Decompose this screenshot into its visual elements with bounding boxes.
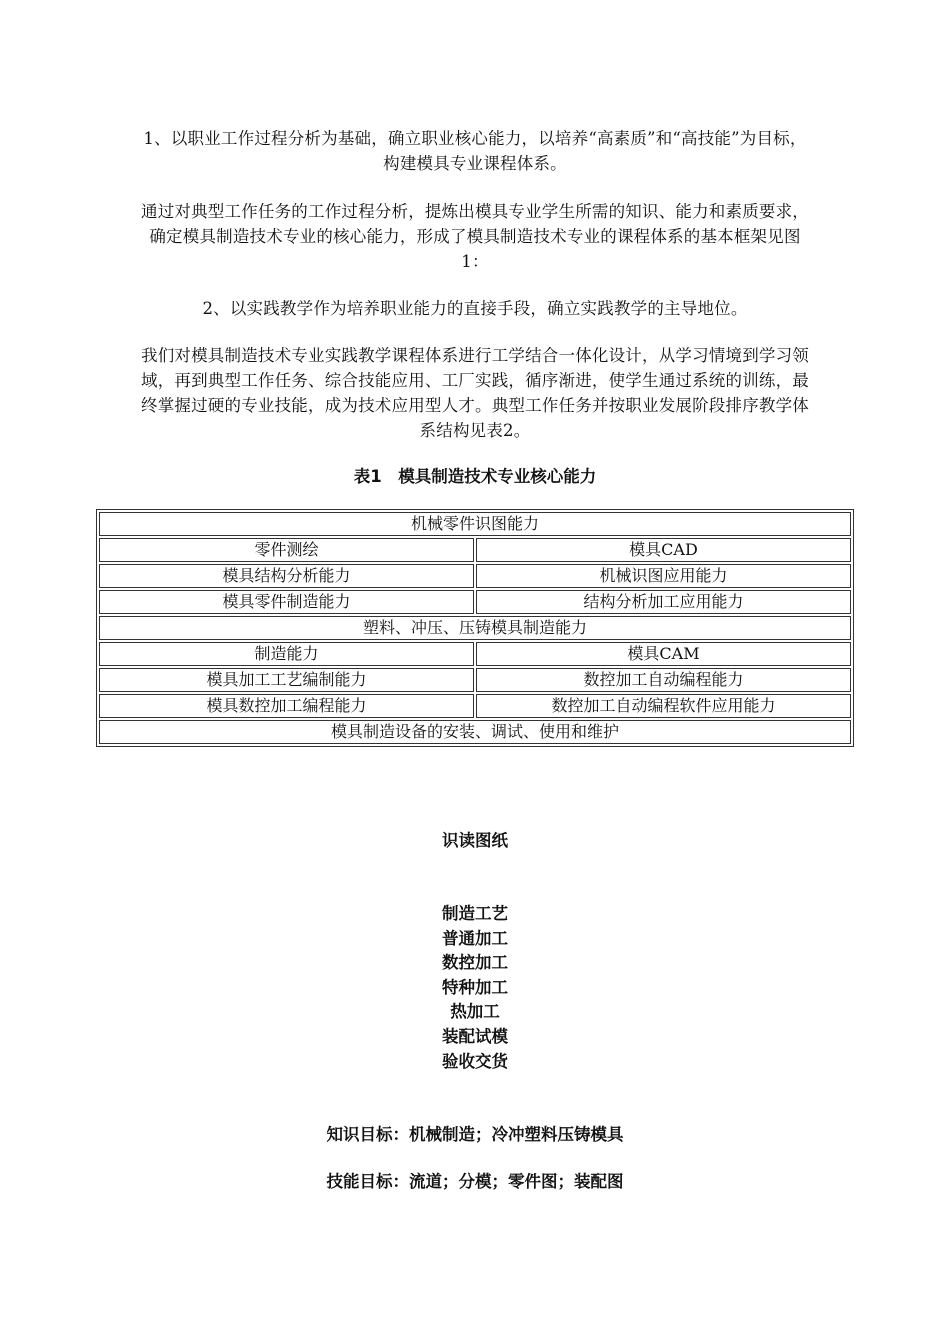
table-cell: 模具零件制造能力 [99,590,474,614]
paragraph-2: 通过对典型工作任务的工作过程分析，提炼出模具专业学生所需的知识、能力和素质要求，确定模具制造技术专业的核心能力，形成了模具制造技术专业的课程体系的基本框架见图1： [141,202,809,271]
table-row [99,694,851,718]
skill-target: 技能目标：流道；分模；零件图；装配图 [326,1172,624,1191]
diagram-step: 数控加工 [442,953,508,973]
table-cell: 模具CAM [476,642,851,666]
table-cell: 模具CAD [476,538,851,562]
paragraph-4: 我们对模具制造技术专业实践教学课程体系进行工学结合一体化设计，从学习情境到学习领域，再到典型工作任务、综合技能应用、工厂实践，循序渐进，使学生通过系统的训练，最终掌握过硬的专业技能，成为技术应用型人才。典型工作任务并按职业发展阶段排序教学体系结构见表2。 [141,346,809,440]
table-row [99,590,851,614]
table-cell: 结构分析加工应用能力 [476,590,851,614]
diagram-step: 验收交货 [442,1051,508,1071]
diagram-step: 热加工 [450,1002,500,1022]
table-cell: 模具结构分析能力 [99,564,474,588]
knowledge-target: 知识目标：机械制造；冷冲塑料压铸模具 [326,1125,624,1144]
table-row [99,512,851,536]
diagram-step: 普通加工 [442,928,508,948]
paragraph-3: 2、以实践教学作为培养职业能力的直接手段，确立实践教学的主导地位。 [202,299,748,318]
table-cell: 机械零件识图能力 [99,512,851,536]
paragraph-1: 1、以职业工作过程分析为基础，确立职业核心能力，以培养“高素质”和“高技能”为目标，构建模具专业课程体系。 [143,129,807,173]
table-caption: 表1 模具制造技术专业核心能力 [353,467,597,486]
table-cell: 数控加工自动编程能力 [476,668,851,692]
table-row [99,720,851,744]
diagram-step: 制造工艺 [442,904,508,923]
table-row [99,642,851,666]
table-row [99,616,851,640]
table-cell: 数控加工自动编程软件应用能力 [476,694,851,718]
table-row [99,538,851,562]
table-cell: 制造能力 [99,642,474,666]
diagram-step: 装配试模 [442,1026,508,1046]
table-cell: 模具加工工艺编制能力 [99,668,474,692]
table-cell: 零件测绘 [99,538,474,562]
table-row [99,564,851,588]
diagram-heading: 识读图纸 [442,831,508,850]
table-cell: 模具数控加工编程能力 [99,694,474,718]
table-cell: 塑料、冲压、压铸模具制造能力 [99,616,851,640]
table-row [99,668,851,692]
table-cell: 机械识图应用能力 [476,564,851,588]
diagram-step: 特种加工 [442,977,508,997]
diagram-step-list [0,902,950,1074]
table-cell: 模具制造设备的安装、调试、使用和维护 [99,720,851,744]
core-ability-table [96,509,854,747]
